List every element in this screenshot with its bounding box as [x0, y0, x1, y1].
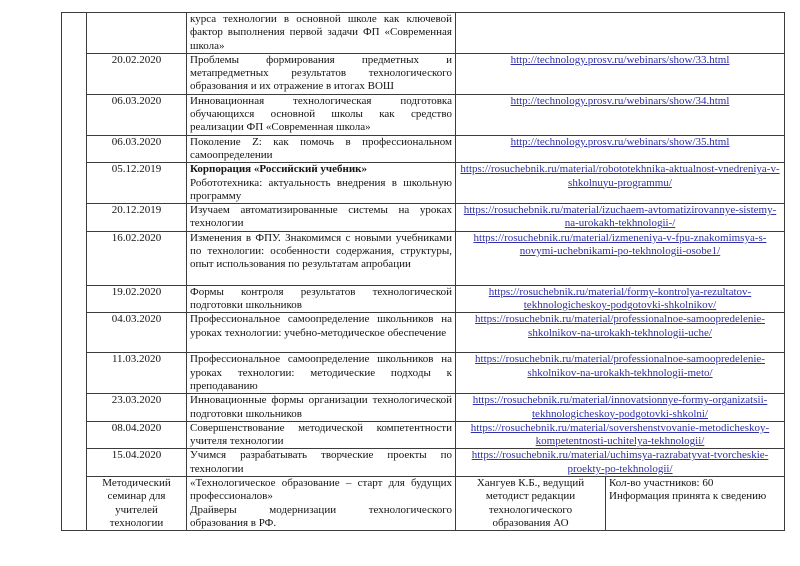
- topic-cell: [187, 163, 456, 204]
- publisher-title: Корпорация «Российский учебник»: [190, 163, 368, 176]
- topic-cell: Учимся разрабатывать творческие проекты по технологии: [187, 449, 456, 477]
- url-cell: [456, 13, 785, 54]
- result-note: Информация принята к сведению: [609, 490, 767, 503]
- webinar-link[interactable]: https://rosuchebnik.ru/material/sovershenstvovanie-metodicheskoy-kompetentnosti-uchitelya-tekhnologii/: [470, 421, 770, 448]
- table-row: [62, 94, 785, 135]
- table-row: [62, 285, 785, 313]
- url-cell: [456, 285, 785, 313]
- table-row: [62, 53, 785, 94]
- url-cell: [456, 163, 785, 204]
- left-spanner-cell: [62, 13, 87, 531]
- date-cell: 06.03.2020: [87, 135, 187, 163]
- url-cell: [456, 94, 785, 135]
- date-cell: 11.03.2020: [87, 353, 187, 394]
- url-cell: [456, 449, 785, 477]
- date-cell: 19.02.2020: [87, 285, 187, 313]
- table-row: [62, 204, 785, 232]
- topic-cell: курса технологии в основной школе как ключевой фактор выполнения первой задачи ФП «Современная школа»: [187, 13, 456, 54]
- topic-cell: Формы контроля результатов технологической подготовки школьников: [187, 285, 456, 313]
- date-cell: 04.03.2020: [87, 313, 187, 353]
- seminar-subtitle: Драйверы модернизации технологического образования в РФ.: [190, 503, 452, 529]
- date-cell: 20.02.2020: [87, 53, 187, 94]
- table-row: [62, 421, 785, 449]
- webinar-link[interactable]: http://technology.prosv.ru/webinars/show/35.html: [510, 135, 730, 148]
- topic-cell: Совершенствование методической компетентности учителя технологии: [187, 421, 456, 449]
- webinar-schedule-table: [61, 12, 785, 531]
- date-cell: 20.12.2019: [87, 204, 187, 232]
- table-row: [62, 163, 785, 204]
- url-cell: [456, 421, 785, 449]
- webinar-link[interactable]: https://rosuchebnik.ru/material/robototekhnika-aktualnost-vnedreniya-v-shkolnuyu-programmu/: [460, 163, 780, 189]
- webinar-link[interactable]: https://rosuchebnik.ru/material/professionalnoe-samoopredelenie-shkolnikov-na-urokakh-tekhnologii-uche/: [475, 313, 765, 339]
- url-cell: [456, 53, 785, 94]
- webinar-link[interactable]: http://technology.prosv.ru/webinars/show/33.html: [510, 53, 730, 66]
- topic-text: Робототехника: актуальность внедрения в школьную программу: [190, 176, 452, 202]
- topic-cell: Профессиональное самоопределение школьников на уроках технологии: учебно-методическое обеспечение: [187, 313, 456, 353]
- url-cell: [456, 135, 785, 163]
- participants-count: Кол-во участников: 60: [609, 477, 714, 490]
- table-row: [62, 313, 785, 353]
- table-row: [62, 231, 785, 285]
- webinar-link[interactable]: https://rosuchebnik.ru/material/izuchaem-avtomatizirovannye-sistemy-na-urokakh-tekhnologii-/: [463, 204, 777, 230]
- webinar-link[interactable]: https://rosuchebnik.ru/material/izmeneniya-v-fpu-znakomimsya-s-novymi-uchebnikami-po-tekhnologii-osobe1/: [473, 231, 767, 258]
- category-cell: Методический семинар для учителей технологии: [87, 477, 187, 531]
- table-row-seminar: [62, 477, 785, 531]
- webinar-link[interactable]: http://technology.prosv.ru/webinars/show/34.html: [510, 94, 730, 107]
- webinar-link[interactable]: https://rosuchebnik.ru/material/uchimsya-razrabatyvat-tvorcheskie-proekty-po-tekhnologii/: [471, 449, 769, 475]
- date-cell: 06.03.2020: [87, 94, 187, 135]
- topic-cell: Инновационные формы организации технологической подготовки школьников: [187, 394, 456, 422]
- topic-cell: Изменения в ФПУ. Знакомимся с новыми учебниками по технологии: особенности содержания, структуры, опыт использования по результатам апробации: [187, 231, 456, 285]
- table-row: [62, 353, 785, 394]
- url-cell: [456, 204, 785, 232]
- date-cell: 23.03.2020: [87, 394, 187, 422]
- date-cell: 08.04.2020: [87, 421, 187, 449]
- table-row: [62, 449, 785, 477]
- speaker-cell: Хангуев К.Б., ведущий методист редакции технологического образования АО: [456, 477, 606, 531]
- date-cell: 05.12.2019: [87, 163, 187, 204]
- table-row: [62, 13, 785, 54]
- topic-cell: Изучаем автоматизированные системы на уроках технологии: [187, 204, 456, 232]
- topic-cell: [187, 477, 456, 531]
- webinar-link[interactable]: https://rosuchebnik.ru/material/innovatsionnye-formy-organizatsii-tekhnologicheskoy-podgotovki-shkolni/: [472, 394, 768, 420]
- seminar-title: «Технологическое образование – старт для будущих профессионалов»: [190, 477, 452, 503]
- topic-cell: Проблемы формирования предметных и метапредметных результатов технологического образования и их отражение в итогах ВОШ: [187, 53, 456, 94]
- date-cell: [87, 13, 187, 54]
- url-cell: [456, 231, 785, 285]
- url-cell: [456, 313, 785, 353]
- topic-cell: Инновационная технологическая подготовка обучающихся основной школы как средство реализации ФП «Современная школа»: [187, 94, 456, 135]
- date-cell: 16.02.2020: [87, 231, 187, 285]
- topic-cell: Профессиональное самоопределение школьников на уроках технологии: методические подходы к преподаванию: [187, 353, 456, 394]
- url-cell: [456, 394, 785, 422]
- webinar-link[interactable]: https://rosuchebnik.ru/material/professionalnoe-samoopredelenie-shkolnikov-na-urokakh-tekhnologii-meto/: [475, 353, 765, 379]
- date-cell: 15.04.2020: [87, 449, 187, 477]
- result-cell: [606, 477, 785, 531]
- table-row: [62, 394, 785, 422]
- webinar-link[interactable]: https://rosuchebnik.ru/material/formy-kontrolya-rezultatov-tekhnologicheskoy-podgotovki-shkolnikov/: [488, 285, 752, 312]
- topic-cell: Поколение Z: как помочь в профессиональном самоопределении: [187, 135, 456, 163]
- url-cell: [456, 353, 785, 394]
- table-row: [62, 135, 785, 163]
